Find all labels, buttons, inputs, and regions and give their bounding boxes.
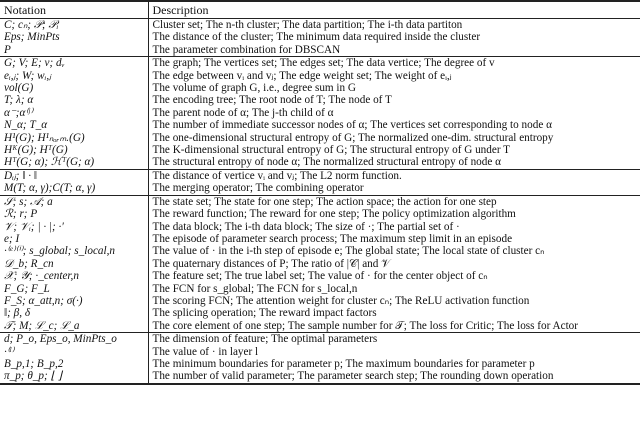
table-row <box>0 283 640 295</box>
notation-cell: ·⁽ˡ⁾ <box>0 346 148 358</box>
table-row <box>0 70 640 82</box>
description-cell: The minimum boundaries for parameter p; The maximum boundaries for parameter p <box>152 357 535 370</box>
table-row <box>0 258 640 270</box>
description-cell: The K-dimensional structural entropy of G; The structural entropy of G under T <box>152 144 510 157</box>
description-cell: The scoring FCN; The attention weight for cluster cₙ; The ReLU activation function <box>152 294 530 307</box>
description-cell: The graph; The vertices set; The edges set; The data vertice; The degree of v <box>148 57 640 70</box>
notation-cell: d; P_o, Eps_o, MinPts_o <box>0 333 148 346</box>
table-row <box>0 144 640 156</box>
notation-cell: 𝒟_b; R_cn <box>0 258 148 270</box>
header-row <box>0 1 640 19</box>
notation-cell: ‖; β, δ <box>0 307 148 319</box>
notation-cell: P <box>0 44 148 57</box>
description-cell: The value of · in layer l <box>152 345 259 358</box>
table-row <box>0 82 640 94</box>
table-row <box>0 270 640 282</box>
table-row <box>0 31 640 43</box>
description-cell: The encoding tree; The root node of T; The node of T <box>152 94 392 107</box>
description-cell: The number of valid parameter; The parameter search step; The rounding down operation <box>148 370 640 383</box>
table-row <box>0 195 640 208</box>
table-row <box>0 57 640 70</box>
description-cell: The parent node of α; The j-th child of α <box>152 106 334 119</box>
notation-cell: ·⁽ᵉ⁾⁽ⁱ⁾; s_global; s_local,n <box>0 245 148 257</box>
notation-cell: N_α; T_α <box>0 119 148 131</box>
notation-cell: Hᴷ(G); Hᵀ(G) <box>0 144 148 156</box>
table-row <box>0 169 640 182</box>
description-cell: The parameter combination for DBSCAN <box>152 43 341 56</box>
description-cell: The quaternary distances of P; The ratio of |𝒞| and 𝒱 <box>152 257 391 270</box>
notation-cell: Eps; MinPts <box>0 31 148 43</box>
description-cell: The feature set; The true label set; The value of · for the center object of cₙ <box>152 270 488 283</box>
table-row <box>0 132 640 144</box>
notation-cell: H¹(G); H¹ₙₒᵣₘ.(G) <box>0 132 148 144</box>
table-row <box>0 307 640 319</box>
table-row <box>0 245 640 257</box>
description-cell: The volume of graph G, i.e., degree sum in G <box>152 82 356 95</box>
notation-cell: Dᵢⱼ; ‖ · ‖ <box>0 169 148 182</box>
table-row <box>0 156 640 169</box>
description-cell: Cluster set; The n-th cluster; The data partition; The i-th data partiton <box>152 19 463 31</box>
notation-cell: C; cₙ; 𝒫; 𝒫ᵢ <box>0 19 148 32</box>
notation-cell: e; I <box>0 233 148 245</box>
table-row <box>0 358 640 370</box>
notation-cell: F_S; α_att,n; σ(·) <box>0 295 148 307</box>
table-body <box>0 19 640 384</box>
notation-cell: 𝒮; s; 𝒜; a <box>0 195 148 208</box>
notation-cell: B_p,1; B_p,2 <box>0 358 148 370</box>
table-row <box>0 44 640 57</box>
description-cell: The reward function; The reward for one step; The policy optimization algorithm <box>152 208 516 221</box>
notation-cell: F_G; F_L <box>0 283 148 295</box>
notation-cell: G; V; E; v; dᵥ <box>0 57 148 70</box>
description-cell: The state set; The state for one step; The action space; the action for one step <box>148 195 640 208</box>
notation-cell: vol(G) <box>0 82 148 94</box>
description-cell: The FCN for s_global; The FCN for s_local,n <box>152 282 358 295</box>
table-row <box>0 346 640 358</box>
table-row <box>0 221 640 233</box>
notation-cell: 𝒯; M; ℒ_c; ℒ_a <box>0 320 148 333</box>
description-cell: The data block; The i-th data block; The size of ·; The partial set of · <box>152 220 460 233</box>
table-row <box>0 208 640 220</box>
description-cell: The episode of parameter search process; The maximum step limit in an episode <box>152 232 513 245</box>
notation-cell: π_p; θ_p; ⌊ ⌋ <box>0 370 148 383</box>
notation-cell: 𝒱; 𝒱ᵢ; | · |; ·′ <box>0 221 148 233</box>
notation-cell: 𝒳; 𝒴; ·_center,n <box>0 270 148 282</box>
table-row <box>0 295 640 307</box>
description-cell: The one-dimensional structural entropy of G; The normalized one-dim. structural entropy <box>152 131 554 144</box>
notation-cell: M(T; α, γ);C(T; α, γ) <box>0 182 148 195</box>
table-row <box>0 333 640 346</box>
description-cell: The dimension of feature; The optimal parameters <box>148 333 640 346</box>
notation-cell: α⁻;α⁽ʲ⁾ <box>0 107 148 119</box>
description-cell: The distance of vertice vᵢ and vⱼ; The L2 norm function. <box>148 169 640 182</box>
table-row <box>0 107 640 119</box>
description-cell: The distance of the cluster; The minimum data required inside the cluster <box>152 31 481 44</box>
table-row <box>0 182 640 195</box>
table-row <box>0 94 640 106</box>
description-header: Description <box>148 1 640 19</box>
description-cell: The splicing operation; The reward impact factors <box>152 307 377 320</box>
notation-cell: Hᵀ(G; α); ℋᵀ(G; α) <box>0 156 148 169</box>
description-cell: The number of immediate successor nodes of α; The vertices set corresponding to node α <box>152 119 552 132</box>
table-row <box>0 370 640 383</box>
description-cell: The core element of one step; The sample number for 𝒯; The loss for Critic; The loss for Actor <box>152 319 579 332</box>
notation-cell: eᵢ,ⱼ; W; wᵢ,ⱼ <box>0 70 148 82</box>
description-cell: The edge between vᵢ and vⱼ; The edge weight set; The weight of eᵢ,ⱼ <box>152 69 452 82</box>
table-row <box>0 233 640 245</box>
notation-header: Notation <box>0 1 148 19</box>
table-row <box>0 119 640 131</box>
table-row <box>0 320 640 333</box>
description-cell: The structural entropy of node α; The normalized structural entropy of node α <box>152 156 501 169</box>
description-cell: The value of · in the i-th step of episode e; The global state; The local state of cluster cₙ <box>152 245 545 258</box>
description-cell: The merging operator; The combining operator <box>152 182 364 195</box>
notation-cell: ℛ; r; P <box>0 208 148 220</box>
notation-cell: T; λ; α <box>0 94 148 106</box>
table-row <box>0 19 640 32</box>
